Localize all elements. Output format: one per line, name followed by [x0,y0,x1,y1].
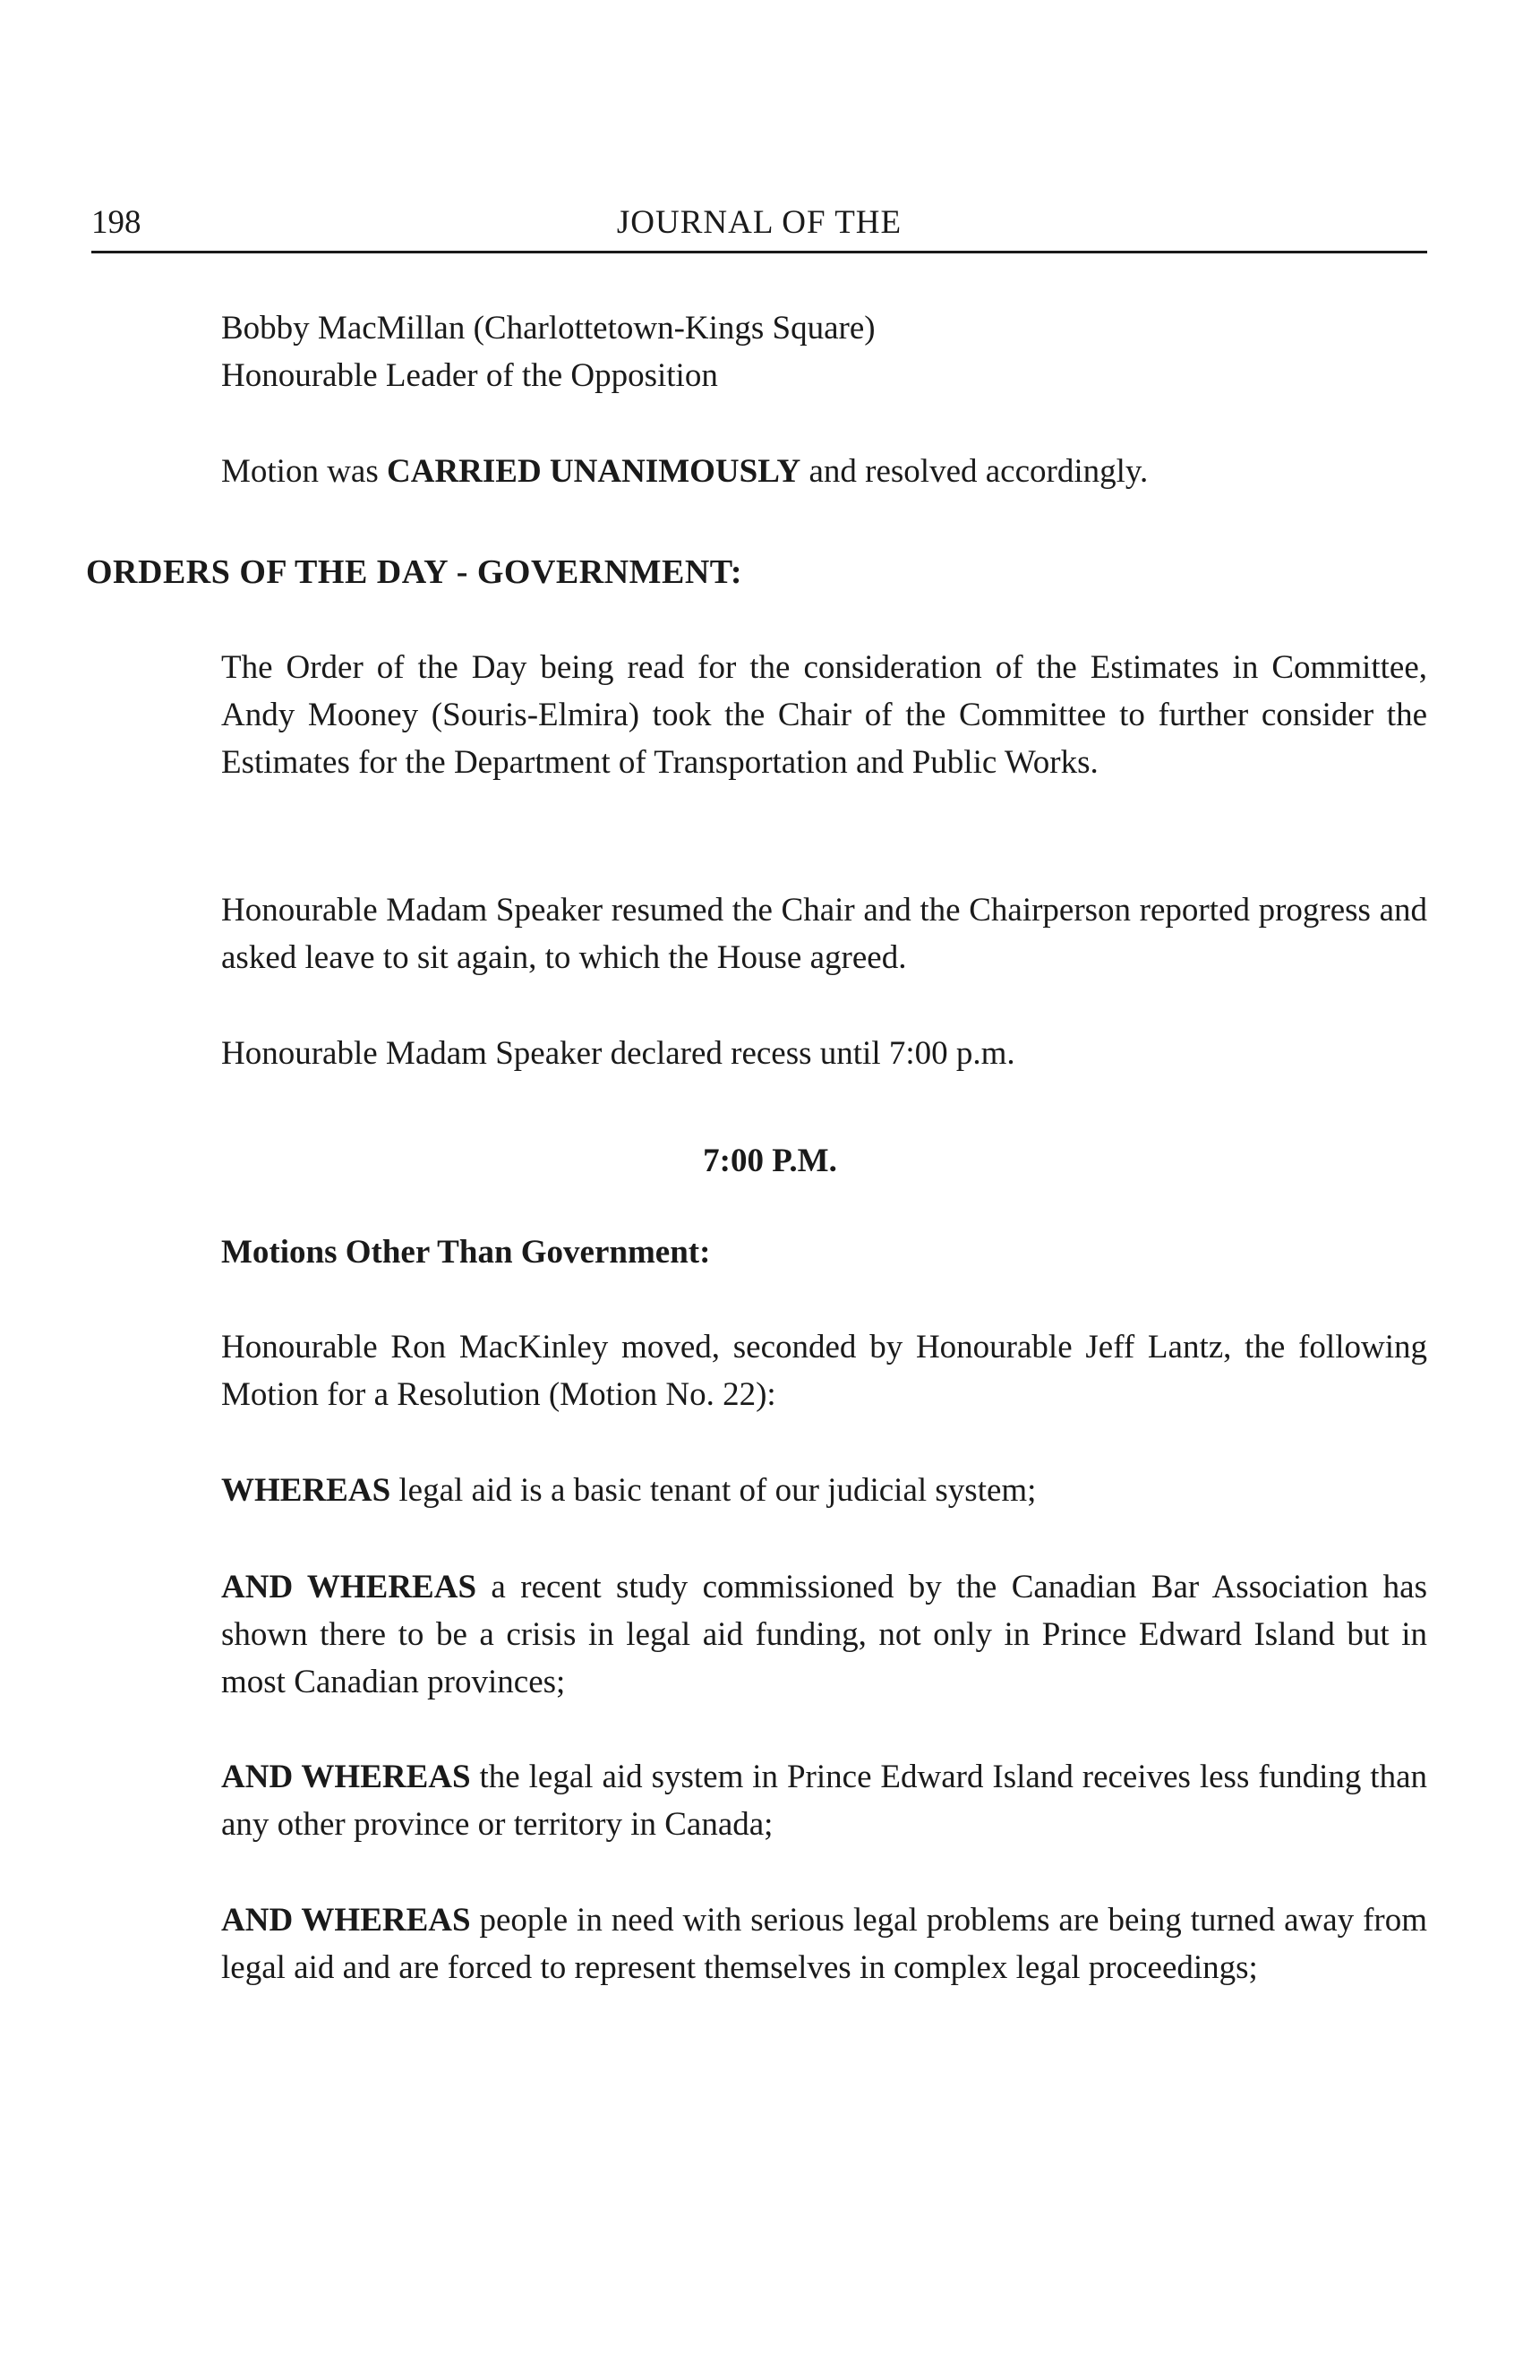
whereas-text: the legal aid system in Prince Edward Island receives less funding than any other province or territory in Canada; [221,1759,1427,1843]
speaker-resumed-paragraph: Honourable Madam Speaker resumed the Chair and the Chairperson reported progress and asked leave to sit again, to which the House agreed. [221,892,1427,976]
whereas-text: a recent study commissioned by the Canadian Bar Association has shown there to be a crisis in legal aid funding, not only in Prince Edward Island but in most Canadian provinces; [221,1569,1427,1700]
member-name-line: Bobby MacMillan (Charlottetown-Kings Square) [221,310,876,347]
motion-result-emphasis: CARRIED UNANIMOUSLY [387,453,801,490]
page-number: 198 [91,204,141,241]
motion-result-suffix: and resolved accordingly. [800,453,1149,490]
motion-result-prefix: Motion was [221,453,387,490]
whereas-lead: AND WHEREAS [221,1902,471,1939]
whereas-clause [221,1467,1427,1514]
motion-result [221,448,1427,495]
motion-intro-paragraph: Honourable Ron MacKinley moved, seconded by Honourable Jeff Lantz, the following Motion for a Resolution (Motion No. 22): [221,1329,1427,1413]
whereas-clause [221,1753,1427,1848]
orders-of-the-day-heading: ORDERS OF THE DAY - GOVERNMENT: [86,553,742,591]
member-title-line: Honourable Leader of the Opposition [221,357,718,394]
whereas-lead: AND WHEREAS [221,1569,477,1605]
whereas-text: legal aid is a basic tenant of our judicial system; [390,1472,1037,1509]
page-header [91,201,1427,253]
motions-other-than-government-heading: Motions Other Than Government: [221,1234,711,1271]
whereas-clause [221,1563,1427,1706]
whereas-lead: AND WHEREAS [221,1759,471,1795]
whereas-text: people in need with serious legal problems are being turned away from legal aid and are forced to represent themselves in complex legal proceedings; [221,1902,1427,1986]
whereas-clause [221,1896,1427,1991]
estimates-paragraph: The Order of the Day being read for the consideration of the Estimates in Committee, Andy Mooney (Souris-Elmira) took the Chair of the Committee to further consider the Estimates for the Department of Transportation and Public Works. [221,649,1427,781]
time-heading: 7:00 P.M. [703,1143,837,1179]
running-title: JOURNAL OF THE [616,204,903,241]
whereas-lead: WHEREAS [221,1472,391,1509]
recess-paragraph: Honourable Madam Speaker declared recess until 7:00 p.m. [221,1035,1015,1072]
member-attribution [221,304,1427,399]
